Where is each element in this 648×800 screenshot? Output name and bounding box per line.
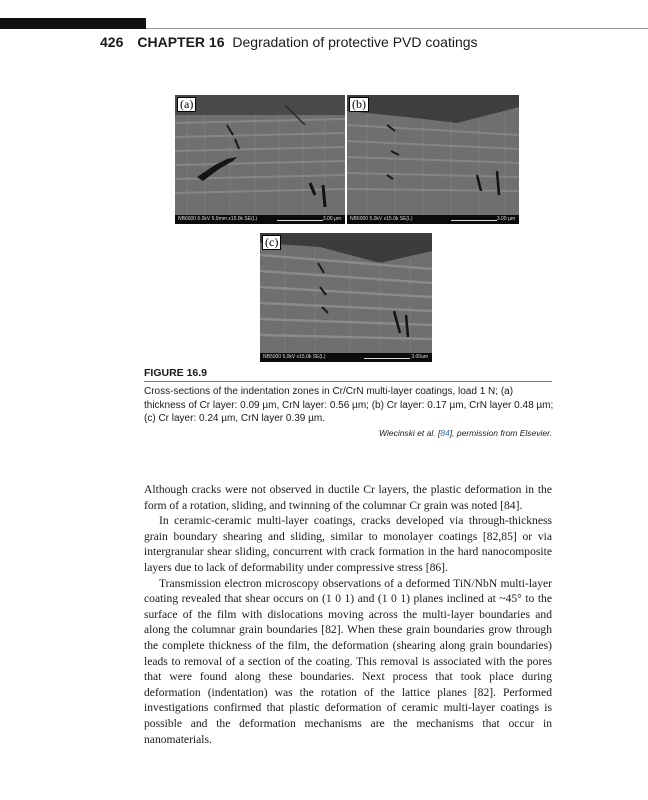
figure-caption: Cross-sections of the indentation zones in Cr/CrN multi-layer coatings, load 1 N; (a) thickness of Cr layer: 0.09 µm, CrN layer: 0.56 µm; (b) Cr layer: 0.17 µm, CrN layer 0.48 µm; (c) Cr layer: 0.24 µm, CrN layer 0.39 µm. xyxy=(144,386,554,424)
paragraph-1: Although cracks were not observed in ductile Cr layers, the plastic deformation in the form of a rotation, sliding, and twinning of the columnar Cr grain was noted [84]. xyxy=(144,483,552,512)
scale-label-a: 3.00 µm xyxy=(322,216,341,222)
scale-bar-b xyxy=(451,217,497,221)
running-head xyxy=(100,34,478,50)
scale-label-b: 3.00 µm xyxy=(496,216,515,222)
paragraph-2: In ceramic-ceramic multi-layer coatings, cracks developed via through-thickness grain boundary shearing and sliding, similar to monolayer coatings [82,85] or via intergranular shear sliding, concurrent with crack formation in the hard nanocomposite layers due to lack of deformability under compressive stress [86]. xyxy=(144,514,552,574)
header-bar xyxy=(0,18,146,29)
sem-info-c: NB5000 5.0kV x15.0k SE(L) xyxy=(263,354,326,360)
sem-info-bar-c xyxy=(260,353,432,362)
chapter-title: Degradation of protective PVD coatings xyxy=(232,34,478,50)
figure-credit xyxy=(144,428,552,438)
panel-label-a: (a) xyxy=(177,97,196,112)
micrograph-b xyxy=(347,95,519,224)
micrograph-a xyxy=(175,95,345,224)
micrograph-c xyxy=(260,233,432,362)
credit-reference-link[interactable]: 84 xyxy=(440,428,450,438)
body-text xyxy=(144,482,552,747)
scale-bar-a xyxy=(277,217,323,221)
micrograph-a-image xyxy=(175,95,345,224)
micrograph-c-image xyxy=(260,233,432,362)
scale-label-c: 3.00um xyxy=(411,354,428,360)
figure-rule xyxy=(144,381,552,382)
sem-info-b: NB6000 5.0kV x15.0k SE(L) xyxy=(350,216,413,222)
figure-label: FIGURE 16.9 xyxy=(144,367,208,379)
chapter-number: CHAPTER 16 xyxy=(137,34,225,50)
page-number: 426 xyxy=(100,34,124,50)
credit-text-post: ], permission from Elsevier. xyxy=(449,428,552,438)
sem-info-bar-b xyxy=(347,215,519,224)
scale-bar-c xyxy=(364,355,410,359)
paragraph-3: Transmission electron microscopy observations of a deformed TiN/NbN multi-layer coating revealed that shear occurs on (1 0 1) and (1 0 1) planes inclined at ~45° to the surface of the film with dislocations moving across the multi-layer boundaries and along the columnar grain boundaries [82]. When these grain boundaries grow through the complete thickness of the film, the deformation (shearing along grain boundaries) leads to removal of a section of the coating. This removal is associated with the pores that were found along these boundaries. Next process that took place during deformation (indentation) was the rotation of the lattice planes [82]. Performed investigations confirmed that plastic deformation of ceramic multi-layer coatings is possible and the deformation mechanisms are the mechanisms that occur in nanomaterials. xyxy=(144,576,552,746)
micrograph-b-image xyxy=(347,95,519,224)
panel-label-c: (c) xyxy=(262,235,281,250)
credit-text-pre: Wiecinski et al. [ xyxy=(379,428,441,438)
panel-label-b: (b) xyxy=(349,97,369,112)
sem-info-bar-a xyxy=(175,215,345,224)
sem-info-a: NB6000 5.0kV 5.9mm x15.0k SE(L) xyxy=(178,216,258,222)
header-rule xyxy=(146,28,648,29)
